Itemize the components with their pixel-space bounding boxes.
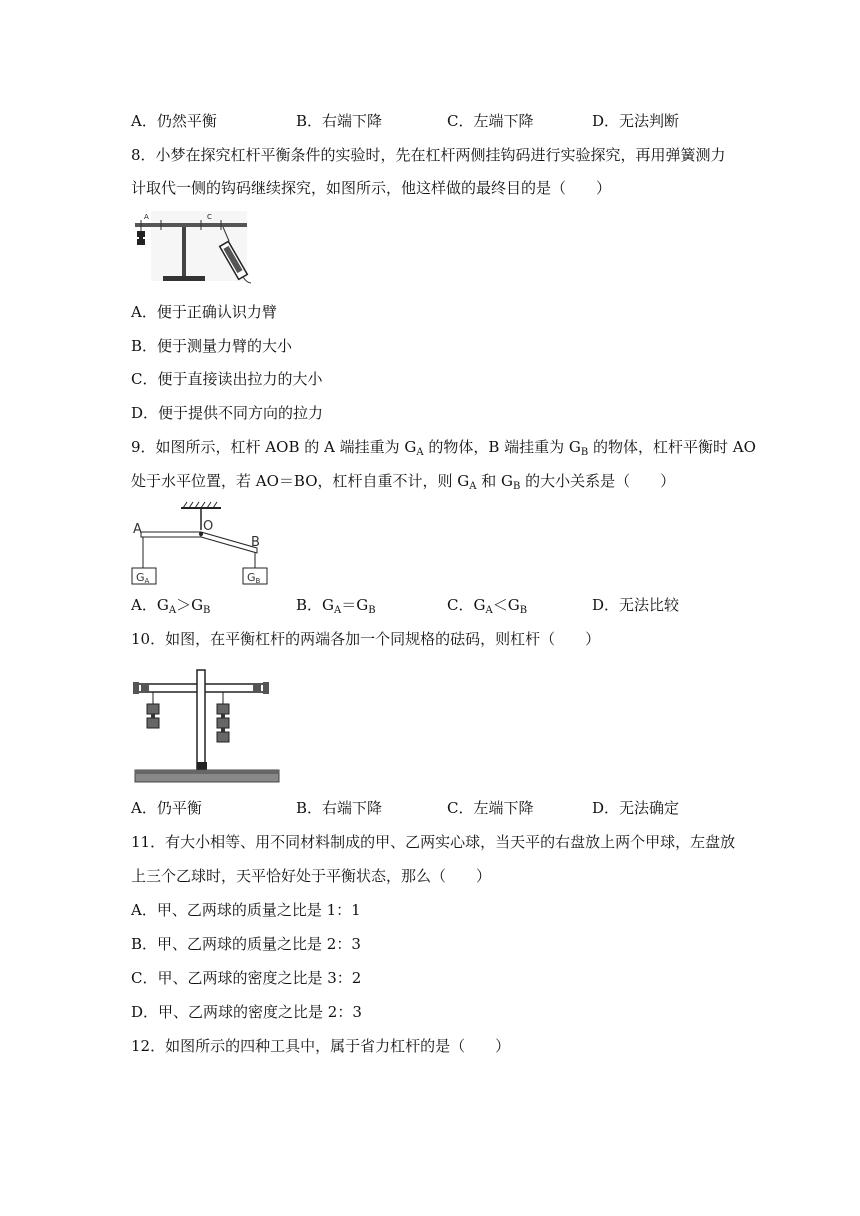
q10-option-a: A．仍平衡 [131,799,202,817]
q11-stem-line2: 上三个乙球时，天平恰好处于平衡状态，那么（ ） [131,867,492,885]
q7-option-d: D．无法判断 [592,112,680,130]
q8-option-a: A．便于正确认识力臂 [131,303,277,321]
q8-label-a: A [144,213,149,221]
q9-stem-line1: 9．如图所示，杠杆 AOB 的 A 端挂重为 $G_A$ 的物体，B 端挂重为 $G_B$ 的物体，杠杆平衡时 AO [131,438,756,458]
q8-option-b: B．便于测量力臂的大小 [131,337,293,355]
q11-option-c: C．甲、乙两球的密度之比是 3：2 [131,969,362,987]
q8-option-d: D．便于提供不同方向的拉力 [131,404,324,422]
q7-option-c: C．左端下降 [447,112,534,130]
q9-stem-line2: 处于水平位置，若 AO＝BO，杠杆自重不计，则 $G_A$ 和 $G_B$ 的大小关系是（ ） [131,472,676,492]
q7-option-a: A．仍然平衡 [131,112,217,130]
q10-option-b: B．右端下降 [296,799,383,817]
q8-stem-line1: 8．小梦在探究杠杆平衡条件的实验时，先在杠杆两侧挂钩码进行实验探究，再用弹簧测力 [131,146,726,164]
q11-option-d: D．甲、乙两球的密度之比是 2：3 [131,1003,362,1021]
q7-option-b: B．右端下降 [296,112,383,130]
q10-stem-line1: 10．如图，在平衡杠杆的两端各加一个同规格的砝码，则杠杆（ ） [131,630,601,648]
q9-label-a: A [133,522,142,537]
q10-lever-weights-figure [131,664,281,786]
q11-option-a: A．甲、乙两球的质量之比是 1：1 [131,901,361,919]
q10-option-c: C．左端下降 [447,799,534,817]
q9-option-b: B．$G_A=G_B$ [296,596,376,616]
q11-option-b: B．甲、乙两球的质量之比是 2：3 [131,935,361,953]
q8-label-c: C [207,213,212,221]
q8-option-c: C．便于直接读出拉力的大小 [131,370,323,388]
q10-option-d: D．无法确定 [592,799,680,817]
q9-box-ga: GA [136,571,150,585]
q9-label-o: O [203,519,214,534]
q9-option-d: D．无法比较 [592,596,680,614]
q8-stem-line2: 计取代一侧的钩码继续探究，如图所示，他这样做的最终目的是（ ） [131,179,612,197]
q9-option-a: A．$G_A>G_B$ [131,596,211,616]
q8-lever-spring-scale-figure [131,211,255,287]
q9-option-c: C．$G_A<G_B$ [447,596,528,616]
q9-lever-aob-figure [131,500,271,588]
q11-stem-line1: 11．有大小相等、用不同材料制成的甲、乙两实心球，当天平的右盘放上两个甲球，左盘放 [131,833,736,851]
q12-stem-line1: 12．如图所示的四种工具中，属于省力杠杆的是（ ） [131,1037,511,1055]
q9-box-gb: GB [247,571,261,585]
q9-label-b: B [251,535,260,550]
